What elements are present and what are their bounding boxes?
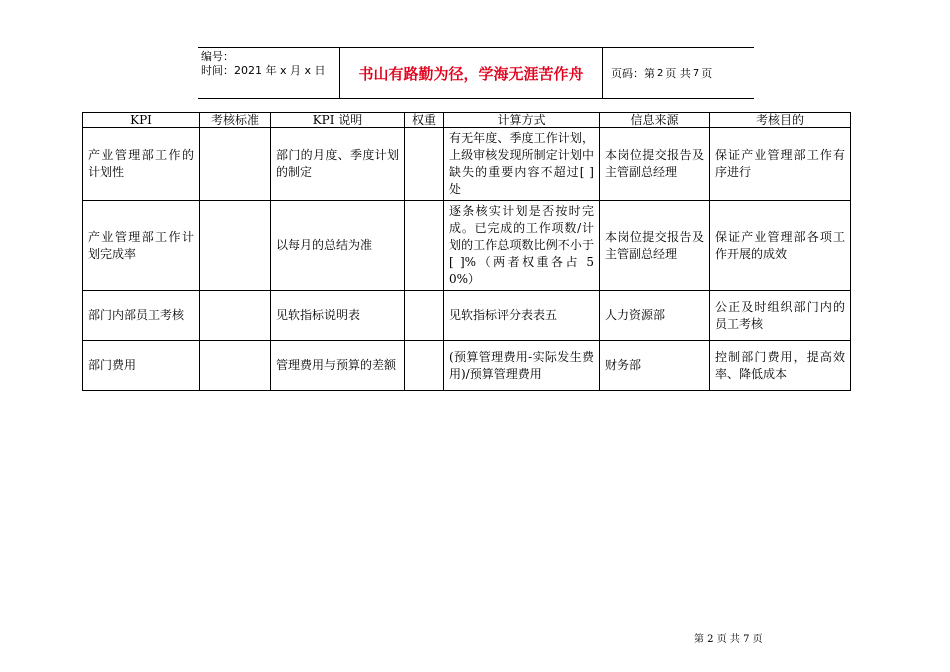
- cell-purpose: 控制部门费用，提高效率、降低成本: [710, 341, 851, 391]
- cell-weight: [405, 201, 444, 291]
- cell-desc: 见软指标说明表: [271, 291, 405, 341]
- cell-standard: [200, 341, 271, 391]
- col-header-calc: 计算方式: [444, 113, 600, 128]
- cell-desc: 管理费用与预算的差额: [271, 341, 405, 391]
- col-header-kpi: KPI: [83, 113, 200, 128]
- cell-desc: 部门的月度、季度计划的制定: [271, 128, 405, 201]
- table-row: [83, 128, 851, 201]
- table-row: [83, 291, 851, 341]
- col-header-standard: 考核标准: [200, 113, 271, 128]
- header-meta: [198, 48, 340, 98]
- cell-weight: [405, 291, 444, 341]
- col-header-weight: 权重: [405, 113, 444, 128]
- cell-standard: [200, 201, 271, 291]
- cell-purpose: 公正及时组织部门内的员工考核: [710, 291, 851, 341]
- kpi-table: [82, 112, 851, 391]
- cell-calc: 逐条核实计划是否按时完成。已完成的工作项数/计划的工作总项数比例不小于[ ]%（两者权重各占 50%）: [444, 201, 600, 291]
- col-header-source: 信息来源: [600, 113, 710, 128]
- cell-purpose: 保证产业管理部各项工作开展的成效: [710, 201, 851, 291]
- cell-weight: [405, 128, 444, 201]
- cell-kpi: 产业管理部工作计划完成率: [83, 201, 200, 291]
- page-label: 页码：第: [611, 67, 655, 80]
- cell-standard: [200, 291, 271, 341]
- col-header-desc: KPI 说明: [271, 113, 405, 128]
- cell-kpi: 产业管理部工作的计划性: [83, 128, 200, 201]
- table-row: [83, 341, 851, 391]
- page-footer: 第 2 页 共 7 页: [694, 634, 763, 645]
- cell-kpi: 部门内部员工考核: [83, 291, 200, 341]
- date-label: 时间：2021 年 x 月 x 日: [201, 64, 326, 77]
- cell-source: 财务部: [600, 341, 710, 391]
- header-page-number: [603, 48, 754, 98]
- cell-calc: (预算管理费用-实际发生费用)/预算管理费用: [444, 341, 600, 391]
- cell-source: 本岗位提交报告及主管副总经理: [600, 201, 710, 291]
- table-header-row: [83, 113, 851, 128]
- header-motto: 书山有路勤为径，学海无涯苦作舟: [340, 48, 603, 98]
- page-mid: 页 共: [665, 67, 691, 80]
- cell-source: 人力资源部: [600, 291, 710, 341]
- page-current: 2: [657, 67, 664, 79]
- cell-calc: 见软指标评分表表五: [444, 291, 600, 341]
- cell-desc: 以每月的总结为准: [271, 201, 405, 291]
- table-row: [83, 201, 851, 291]
- page-end: 页: [701, 67, 713, 80]
- cell-calc: 有无年度、季度工作计划，上级审核发现所制定计划中缺失的重要内容不超过[ ]处: [444, 128, 600, 201]
- cell-kpi: 部门费用: [83, 341, 200, 391]
- serial-number-label: 编号：: [201, 50, 234, 63]
- cell-standard: [200, 128, 271, 201]
- cell-purpose: 保证产业管理部工作有序进行: [710, 128, 851, 201]
- cell-weight: [405, 341, 444, 391]
- page-header: [198, 47, 754, 99]
- col-header-purpose: 考核目的: [710, 113, 851, 128]
- page-total: 7: [692, 67, 700, 79]
- cell-source: 本岗位提交报告及主管副总经理: [600, 128, 710, 201]
